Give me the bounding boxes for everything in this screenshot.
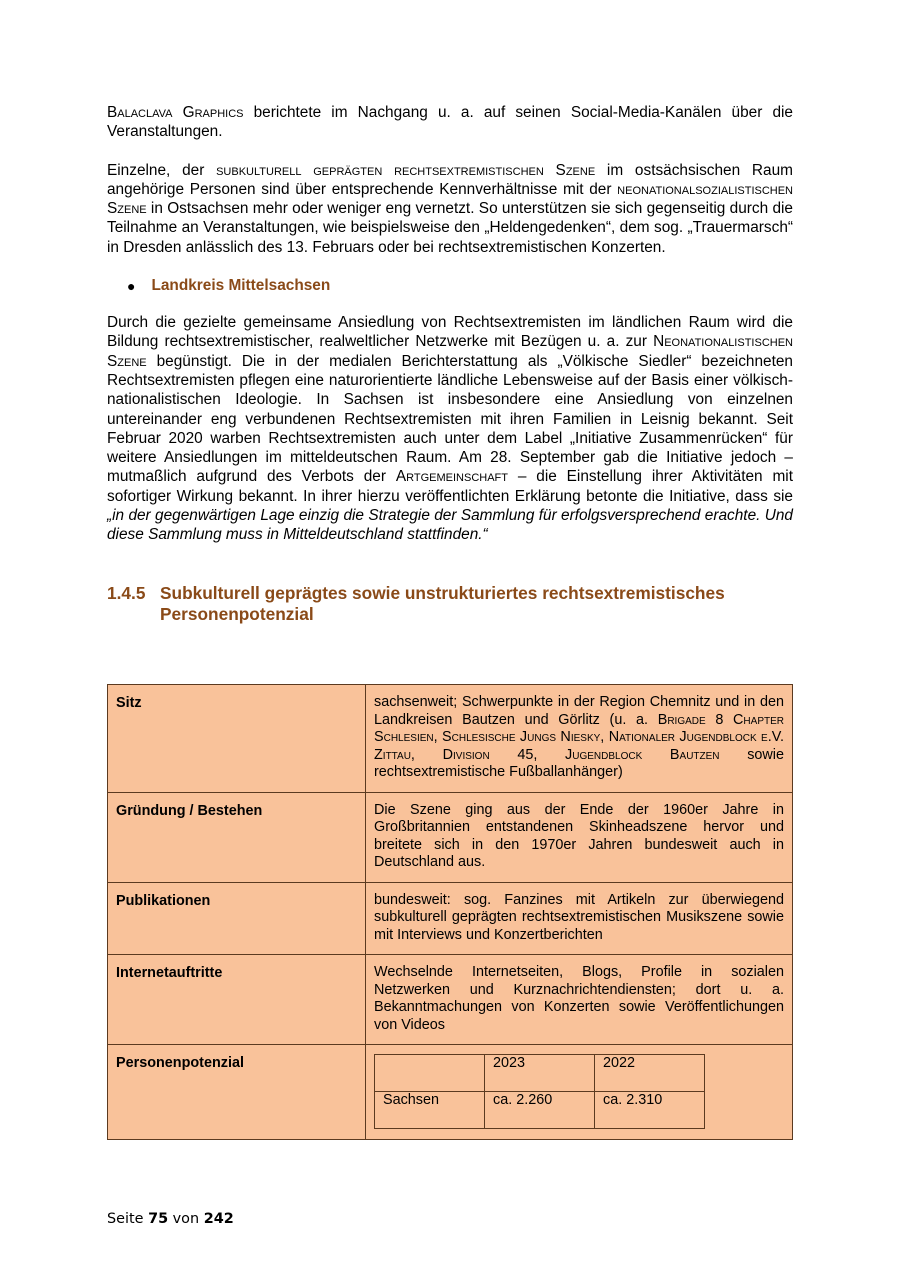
potenzial-table: [374, 1054, 705, 1129]
org-name: Balaclava Graphics: [107, 104, 244, 121]
row-value: Wechselnde Internetseiten, Blogs, Profile in sozialen Netzwerken und Kurznachrichtendiensten; dort u. a. Bekanntmachungen von Konzerten sowie Veröffentlichungen von Videos: [366, 955, 793, 1045]
page-total: 242: [203, 1211, 234, 1227]
text-span: in Ostsachsen mehr oder weniger eng vernetzt. So unterstützen sie sich gegenseitig durch die Teilnahme an Veranstaltungen, wie beispielsweise den „Heldengedenken“, dem sog. „Trauermarsch“ in Dresden anlässlich des 13. Februars oder bei rechtsextremistischen Konzerten.: [107, 200, 793, 256]
text-span: im ostsächsischen Raum angehörige Personen sind über entsprechende Kennverhältnisse mit der: [107, 161, 793, 198]
table-row-potenzial: [108, 1045, 793, 1140]
row-value: [366, 1045, 793, 1140]
section-number: 1.4.5: [107, 582, 146, 603]
text-span: Einzelne, der: [107, 161, 217, 179]
paragraph-balaclava: [107, 103, 793, 142]
footer-text: von: [168, 1211, 204, 1227]
header-cell: 2022: [595, 1055, 705, 1092]
paragraph-text: berichtete im Nachgang u. a. auf seinen Social-Media-Kanälen über die Veranstaltungen.: [107, 104, 793, 141]
row-label: Sitz: [108, 685, 366, 793]
row-value: Die Szene ging aus der Ende der 1960er Jahre in Großbritannien entstandenen Skinheadszene hervor und breitete sich in den 1970er Jahren bundesweit auch in Deutschland aus.: [366, 792, 793, 882]
row-value: bundesweit: sog. Fanzines mit Artikeln zur überwiegend subkulturell geprägten rechtsextremistischen Musikszene sowie mit Interviews und Konzertberichten: [366, 882, 793, 955]
term-small-caps: Artgemeinschaft: [395, 468, 508, 486]
data-cell: ca. 2.260: [485, 1092, 595, 1129]
table-row-sitz: [108, 685, 793, 793]
table-row-publikationen: [108, 882, 793, 955]
term-small-caps: Neonationalistischen Szene: [107, 333, 793, 370]
page-number: 75: [148, 1211, 169, 1227]
paragraph-mittelsachsen: [107, 313, 793, 545]
row-label: Gründung / Bestehen: [108, 792, 366, 882]
bullet-icon: ●: [127, 278, 136, 295]
term-small-caps: subkulturell geprägten rechtsextremistischen Szene: [216, 161, 596, 179]
text-span: Durch die gezielte gemeinsame Ansiedlung von Rechtsextremisten im ländlichen Raum wird die Bildung rechtsextremistischer, realweltlicher Netzwerke mit Bezügen u. a. zur: [107, 314, 793, 351]
term-small-caps: neonationalsozialistischen Szene: [107, 180, 793, 218]
text-span: begünstigt. Die in der medialen Berichterstattung als „Völkische Siedler“ bezeichneten Rechtsextremisten pflegen eine naturorientierte ländliche Lebensweise auf der Basis einer völkisch-nationalistischen Ideologie. In Sachsen ist insbesondere eine Ansiedlung von einzelnen untereinander eng verbundenen Rechtsextremisten mit ihren Familien in Leisnig bekannt. Seit Februar 2020 warben Rechtsextremisten auch unter dem Label „Initiative Zusammenrücken“ für weitere Ansiedlungen im mitteldeutschen Raum. Am 28. September gab die Initiative jedoch – mutmaßlich aufgrund des Verbots der: [107, 352, 793, 486]
row-label: Internetauftritte: [108, 955, 366, 1045]
footer-text: Seite: [107, 1211, 149, 1227]
row-label: Personenpotenzial: [108, 1045, 366, 1140]
row-value: [366, 685, 793, 793]
section-title: Subkulturell geprägtes sowie unstrukturiertes rechtsextremistisches Personenpotenzial: [160, 582, 725, 625]
row-label: Publikationen: [108, 882, 366, 955]
document-page: [107, 103, 793, 626]
text-span: sachsenweit; Schwerpunkte in der Region Chemnitz und in den Landkreisen Bautzen und Görlitz (u. a.: [374, 694, 784, 728]
data-cell: ca. 2.310: [595, 1092, 705, 1129]
paragraph-subkulturell: [107, 161, 793, 257]
text-span: – die Einstellung ihrer Aktivitäten mit sofortiger Wirkung bekannt. In ihrer hierzu veröffentlichten Erklärung betonte die Initiative, dass sie: [107, 468, 793, 505]
text-span: sowie rechtsextremistische Fußballanhänger): [374, 746, 784, 780]
header-cell: [375, 1055, 485, 1092]
quote-italic: „in der gegenwärtigen Lage einzig die Strategie der Sammlung für erfolgsversprechend erachte. Und diese Sammlung muss in Mitteldeutschland stattfinden.“: [107, 507, 793, 544]
section-heading: [107, 583, 793, 626]
page-footer: [107, 1211, 234, 1227]
term-small-caps: Brigade 8 Chapter Schlesien, Schlesische Jungs Niesky, Nationaler Jugendblock e.V. Zittau, Division 45, Jugendblock Bautzen: [374, 711, 784, 763]
header-cell: 2023: [485, 1055, 595, 1092]
potenzial-data-row: [375, 1092, 705, 1129]
info-table: [107, 684, 793, 1140]
bullet-label: Landkreis Mittelsachsen: [151, 277, 331, 295]
potenzial-header-row: [375, 1055, 705, 1092]
bullet-item: [127, 275, 793, 297]
table-row-internet: [108, 955, 793, 1045]
data-cell: Sachsen: [375, 1092, 485, 1129]
table-row-gruendung: [108, 792, 793, 882]
